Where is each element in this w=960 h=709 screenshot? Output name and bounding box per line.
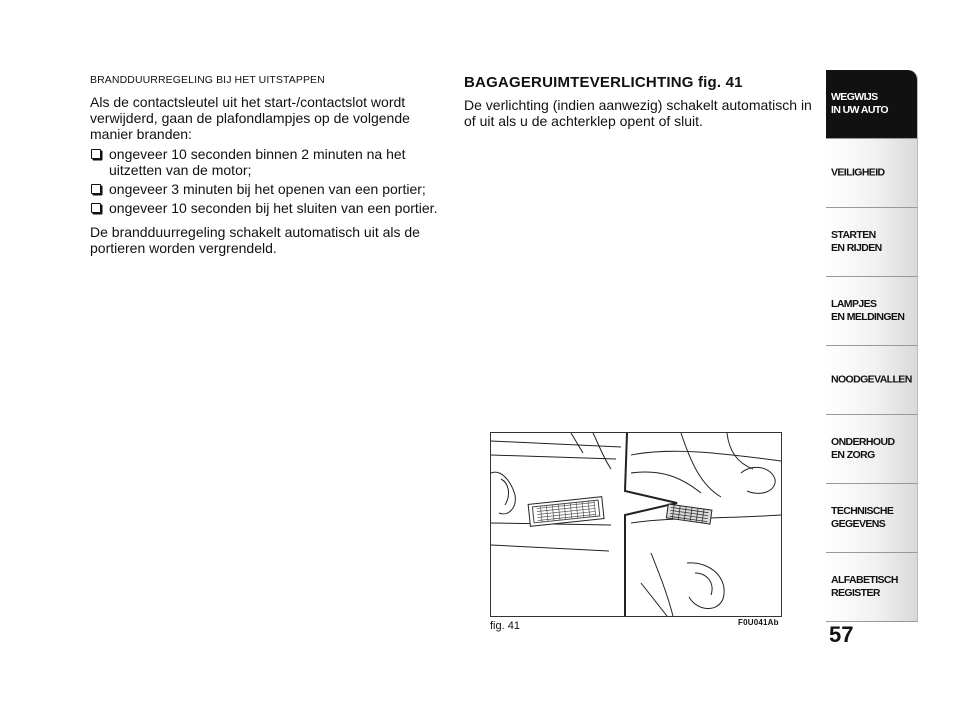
trunk-light-illustration	[491, 433, 781, 616]
page-number: 57	[829, 622, 854, 647]
tab-label: ALFABETISCH REGISTER	[831, 574, 898, 599]
tab-onderhoud[interactable]	[826, 415, 918, 484]
tab-label: WEGWIJS IN UW AUTO	[831, 91, 888, 116]
figure-illustration	[490, 432, 782, 617]
tab-label: TECHNISCHE GEGEVENS	[831, 505, 894, 530]
tab-label: STARTEN EN RIJDEN	[831, 229, 882, 254]
checkbox-bullet-icon	[91, 184, 101, 194]
tab-veiligheid[interactable]	[826, 139, 918, 208]
tab-wegwijs[interactable]	[826, 70, 918, 139]
tab-alfabetisch[interactable]	[826, 553, 918, 622]
figure-reference: fig. 41	[697, 74, 743, 91]
list-item: ongeveer 3 minuten bij het openen van een portier;	[90, 181, 452, 197]
right-column	[464, 74, 814, 133]
section-heading-text: BAGAGERUIMTEVERLICHTING	[464, 74, 694, 91]
tab-noodgevallen[interactable]	[826, 346, 918, 415]
tab-label: ONDERHOUD EN ZORG	[831, 436, 895, 461]
tab-technische[interactable]	[826, 484, 918, 553]
tab-label: LAMPJES EN MELDINGEN	[831, 298, 905, 323]
left-column	[90, 74, 452, 260]
figure-caption: fig. 41	[490, 620, 520, 632]
list-item: ongeveer 10 seconden bij het sluiten van een portier.	[90, 200, 452, 216]
checkbox-bullet-icon	[91, 203, 101, 213]
tab-label: NOODGEVALLEN	[831, 373, 912, 386]
intro-paragraph: Als de contactsleutel uit het start-/contactslot wordt verwijderd, gaan de plafondlampjes op de volgende manier branden:	[90, 94, 410, 142]
section-subheading: BRANDDUURREGELING BIJ HET UITSTAPPEN	[90, 74, 325, 86]
tab-label: VEILIGHEID	[831, 166, 885, 179]
tab-lampjes[interactable]	[826, 277, 918, 346]
bullet-list	[90, 146, 452, 216]
figure-code: F0U041Ab	[738, 618, 779, 627]
tab-starten[interactable]	[826, 208, 918, 277]
section-heading	[464, 74, 814, 91]
body-paragraph: De verlichting (indien aanwezig) schakelt automatisch in of uit als u de achterklep opent of sluit.	[464, 97, 812, 129]
checkbox-bullet-icon	[91, 149, 101, 159]
list-item: ongeveer 10 seconden binnen 2 minuten na het uitzetten van de motor;	[90, 146, 452, 178]
chapter-sidebar	[826, 70, 918, 622]
closing-paragraph: De brandduurregeling schakelt automatisch uit als de portieren worden vergrendeld.	[90, 224, 420, 256]
